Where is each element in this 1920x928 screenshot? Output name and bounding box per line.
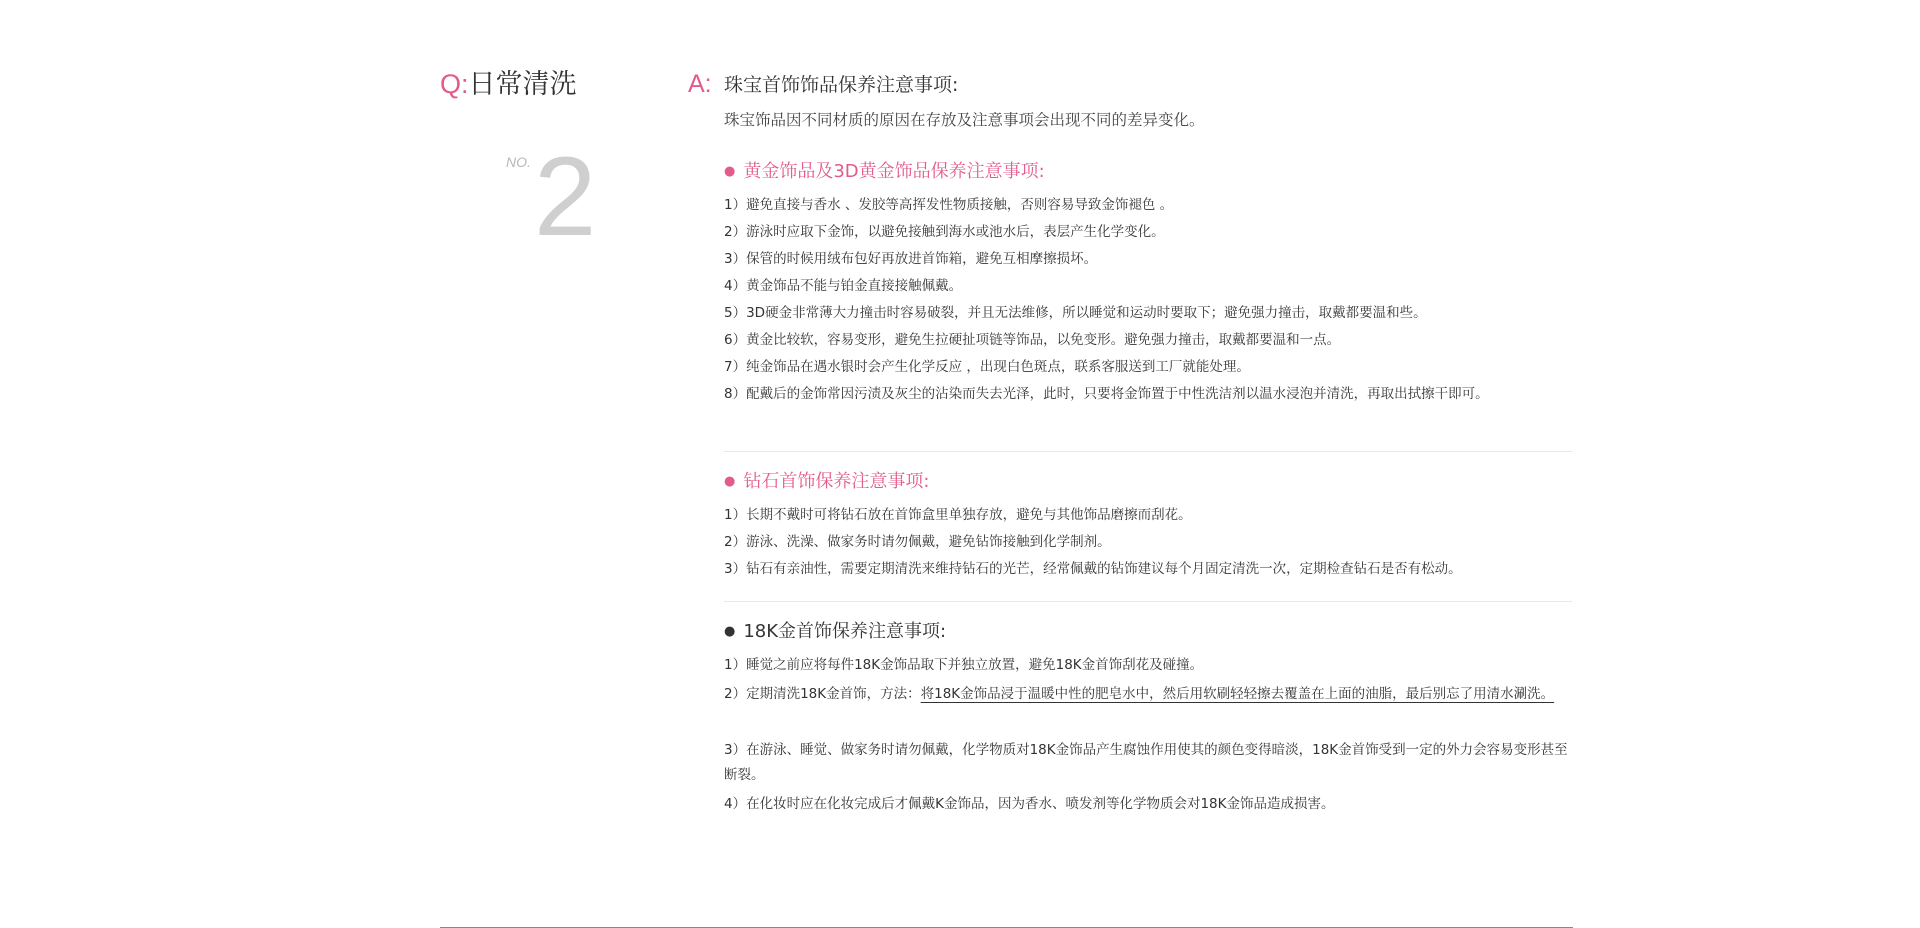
answer-label: A: <box>688 70 712 98</box>
section-18k-list <box>724 653 1574 819</box>
answer-title: 珠宝首饰饰品保养注意事项: <box>724 74 959 96</box>
section-diamond-list <box>724 503 1574 584</box>
list-item: 3）在游泳、睡觉、做家务时请勿佩戴，化学物质对18K金饰品产生腐蚀作用使其的颜色变得暗淡，18K金首饰受到一定的外力会容易变形甚至断裂。 <box>724 742 1568 783</box>
answer-intro: 珠宝饰品因不同材质的原因在存放及注意事项会出现不同的差异变化。 <box>724 111 1205 129</box>
list-item: 2）游泳、洗澡、做家务时请勿佩戴，避免钻饰接触到化学制剂。 <box>724 534 1111 550</box>
section-gold-title <box>724 157 1574 187</box>
list-item: 1）睡觉之前应将每件18K金饰品取下并独立放置，避免18K金首饰刮花及碰撞。 <box>724 657 1204 673</box>
list-item <box>724 680 1574 736</box>
question-heading <box>440 64 577 105</box>
list-item: 8）配戴后的金饰常因污渍及灰尘的沾染而失去光泽，此时，只要将金饰置于中性洗洁剂以温水浸泡并清洗，再取出拭擦干即可。 <box>724 386 1489 402</box>
section-18k-title-text: 18K金首饰保养注意事项: <box>743 621 947 642</box>
number-value: 2 <box>534 134 597 259</box>
section-divider <box>724 451 1572 452</box>
bullet-icon: ● <box>724 624 736 639</box>
section-divider <box>724 601 1572 602</box>
list-item: 1）避免直接与香水 、发胶等高挥发性物质接触，否则容易导致金饰褪色 。 <box>724 197 1174 213</box>
list-item: 3）钻石有亲油性，需要定期清洗来维持钻石的光芒，经常佩戴的钻饰建议每个月固定清洗一次，定期检查钻石是否有松动。 <box>724 561 1462 577</box>
list-item: 4）在化妆时应在化妆完成后才佩戴K金饰品，因为香水、喷发剂等化学物质会对18K金饰品造成损害。 <box>724 796 1335 812</box>
list-item: 3）保管的时候用绒布包好再放进首饰箱，避免互相摩擦损坏。 <box>724 251 1098 267</box>
section-gold <box>724 157 1574 409</box>
section-gold-list <box>724 193 1574 409</box>
section-gold-title-text: 黄金饰品及3D黄金饰品保养注意事项: <box>743 161 1045 182</box>
list-item-method: 将18K金饰品浸于温暖中性的肥皂水中，然后用软刷轻轻擦去覆盖在上面的油脂，最后别忘了用清水涮洗。 <box>920 686 1555 702</box>
section-diamond-title-text: 钻石首饰保养注意事项: <box>743 471 930 492</box>
question-title: 日常清洗 <box>468 69 577 100</box>
section-diamond-title <box>724 467 1574 497</box>
number-label: NO. <box>506 154 531 170</box>
list-item: 4）黄金饰品不能与铂金直接接触佩戴。 <box>724 278 963 294</box>
list-item: 1）长期不戴时可将钻石放在首饰盒里单独存放，避免与其他饰品磨擦而刮花。 <box>724 507 1192 523</box>
section-18k <box>724 617 1574 819</box>
bullet-icon: ● <box>724 474 736 489</box>
list-item: 5）3D硬金非常薄大力撞击时容易破裂，并且无法维修，所以睡觉和运动时要取下；避免强力撞击，取戴都要温和些。 <box>724 305 1427 321</box>
bullet-icon: ● <box>724 164 736 179</box>
question-label: Q: <box>440 69 469 99</box>
section-18k-title <box>724 617 1574 647</box>
list-item-prefix: 2）定期清洗18K金首饰，方法： <box>724 686 921 702</box>
item-number <box>504 134 614 270</box>
list-item: 2）游泳时应取下金饰，以避免接触到海水或池水后，表层产生化学变化。 <box>724 224 1165 240</box>
list-item: 6）黄金比较软，容易变形，避免生拉硬扯项链等饰品，以免变形。避免强力撞击，取戴都要温和一点。 <box>724 332 1341 348</box>
section-diamond <box>724 467 1574 584</box>
list-item: 7）纯金饰品在遇水银时会产生化学反应 ，出现白色斑点，联系客服送到工厂就能处理。 <box>724 359 1250 375</box>
